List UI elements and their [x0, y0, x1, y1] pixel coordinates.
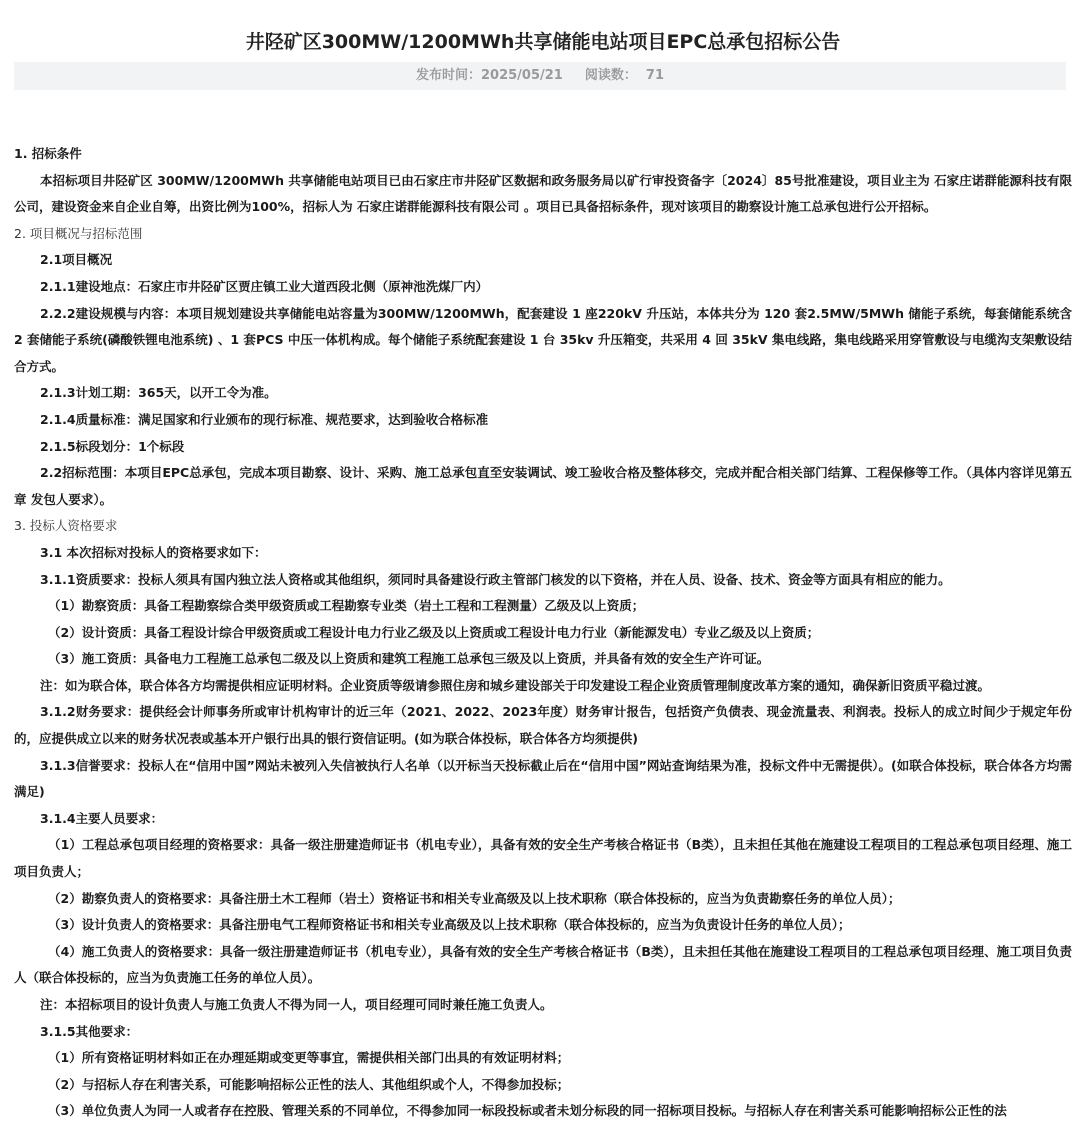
subsection-heading: 3.1.4主要人员要求： — [40, 810, 164, 826]
list-item: （2）勘察负责人的资格要求：具备注册土木工程师（岩土）资格证书和相关专业高级及以上技术职称（联合体投标的，应当为负责勘察任务的单位人员）； — [48, 890, 901, 906]
publish-time-label: 发布时间： — [415, 68, 481, 83]
paragraph: 2.2招标范围：本项目EPC总承包，完成本项目勘察、设计、采购、施工总承包直至安装调试、竣工验收合格及整体移交，完成并配合相关部门结算、工程保修等工作。（具体内容详见第五章 发包人要求）。 — [14, 465, 1072, 507]
list-item: （4）施工负责人的资格要求：具备一级注册建造师证书（机电专业），具备有效的安全生产考核合格证书（B类），且未担任其他在施建设工程项目的工程总承包项目经理、施工项目负责人（联合体投标的，应当为负责施工任务的单位人员）。 — [14, 943, 1072, 986]
list-item: （3）单位负责人为同一人或者存在控股、管理关系的不同单位，不得参加同一标段投标或者未划分标段的同一招标项目投标。与招标人存在利害关系可能影响招标公正性的法 — [48, 1103, 1007, 1119]
subsection-heading: 3.1.5其他要求： — [40, 1023, 139, 1039]
paragraph: 2.1.1建设地点：石家庄市井陉矿区贾庄镇工业大道西段北侧（原神池洗煤厂内） — [40, 278, 489, 294]
view-count-label: 阅读数： — [584, 68, 637, 83]
page-title: 井陉矿区300MW/1200MWh共享储能电站项目EPC总承包招标公告 — [245, 31, 841, 53]
subsection-heading: 3.1 本次招标对投标人的资格要求如下： — [40, 544, 267, 560]
section-heading: 3. 投标人资格要求 — [14, 518, 118, 534]
paragraph: 本招标项目井陉矿区 300MW/1200MWh 共享储能电站项目已由石家庄市井陉矿区数据和政务服务局以矿行审投资备字〔2024〕85号批准建设，项目业主为 石家庄诺群能源科技有限公司，建设资金来自企业自筹，出资比例为100%，招标人为 石家庄诺群能源科技有限公司 。项目已具备招标条件，现对该项目的勘察设计施工总承包进行公开招标。 — [14, 172, 1072, 215]
paragraph: 2.1.3计划工期：365天，以开工令为准。 — [40, 385, 277, 401]
article-body — [14, 141, 1072, 1125]
view-count: 71 — [645, 68, 665, 83]
paragraph: 3.1.1资质要求：投标人须具有国内独立法人资格或其他组织，须同时具备建设行政主管部门核发的以下资格，并在人员、设备、技术、资金等方面具有相应的能力。 — [40, 571, 951, 587]
list-item: （2）与招标人存在利害关系，可能影响招标公正性的法人、其他组织或个人，不得参加投标； — [48, 1076, 570, 1092]
paragraph: 2.1.4质量标准：满足国家和行业颁布的现行标准、规范要求，达到验收合格标准 — [40, 411, 489, 427]
list-item: （3）设计负责人的资格要求：具备注册电气工程师资格证书和相关专业高级及以上技术职称（联合体投标的，应当为负责设计任务的单位人员）； — [48, 917, 851, 933]
list-item: （2）设计资质：具备工程设计综合甲级资质或工程设计电力行业乙级及以上资质或工程设计电力行业（新能源发电）专业乙级及以上资质； — [48, 624, 820, 640]
note: 注：如为联合体，联合体各方均需提供相应证明材料。企业资质等级请参照住房和城乡建设部关于印发建设工程企业资质管理制度改革方案的通知，确保新旧资质平稳过渡。 — [40, 677, 991, 693]
publish-date: 2025/05/21 — [480, 68, 563, 83]
subsection-heading: 2.1项目概况 — [40, 252, 113, 268]
paragraph: 2.1.5标段划分：1个标段 — [40, 438, 185, 454]
list-item: （3）施工资质：具备电力工程施工总承包二级及以上资质和建筑工程施工总承包三级及以上资质，并具备有效的安全生产许可证。 — [48, 651, 770, 667]
paragraph: 2.2.2建设规模与内容：本项目规划建设共享储能电站容量为300MW/1200MWh，配套建设 1 座220kV 升压站，本体共分为 120 套2.5MW/5MWh 储能子系统，每套储能系统含2 套储能子系统(磷酸铁锂电池系统) 、1 套PCS 中压一体机构成。每个储能子系统配套建设 1 台 35kv 升压箱变，共采用 4 回 35kV 集电线路，集电线路采用穿管敷设与电缆沟支架敷设结合方式。 — [14, 305, 1072, 374]
paragraph: 3.1.2财务要求：提供经会计师事务所或审计机构审计的近三年（2021、2022、2023年度）财务审计报告，包括资产负债表、现金流量表、利润表。投标人的成立时间少于规定年份的，应提供成立以来的财务状况表或基本开户银行出具的银行资信证明。(如为联合体投标，联合体各方均须提供) — [14, 704, 1072, 747]
article-meta-bar — [14, 62, 1066, 90]
paragraph: 3.1.3信誉要求：投标人在“信用中国”网站未被列入失信被执行人名单（以开标当天投标截止后在“信用中国”网站查询结果为准，投标文件中无需提供）。(如联合体投标，联合体各方均需满足) — [14, 757, 1072, 800]
list-item: （1）勘察资质：具备工程勘察综合类甲级资质或工程勘察专业类（岩土工程和工程测量）乙级及以上资质； — [48, 598, 645, 614]
list-item: （1）所有资格证明材料如正在办理延期或变更等事宜，需提供相关部门出具的有效证明材料； — [48, 1050, 570, 1066]
list-item: （1）工程总承包项目经理的资格要求：具备一级注册建造师证书（机电专业），具备有效的安全生产考核合格证书（B类），且未担任其他在施建设工程项目的工程总承包项目经理、施工项目负责人； — [14, 837, 1072, 880]
note: 注：本招标项目的设计负责人与施工负责人不得为同一人，项目经理可同时兼任施工负责人。 — [40, 997, 553, 1012]
section-heading: 1. 招标条件 — [14, 146, 82, 161]
section-heading: 2. 项目概况与招标范围 — [14, 225, 143, 241]
